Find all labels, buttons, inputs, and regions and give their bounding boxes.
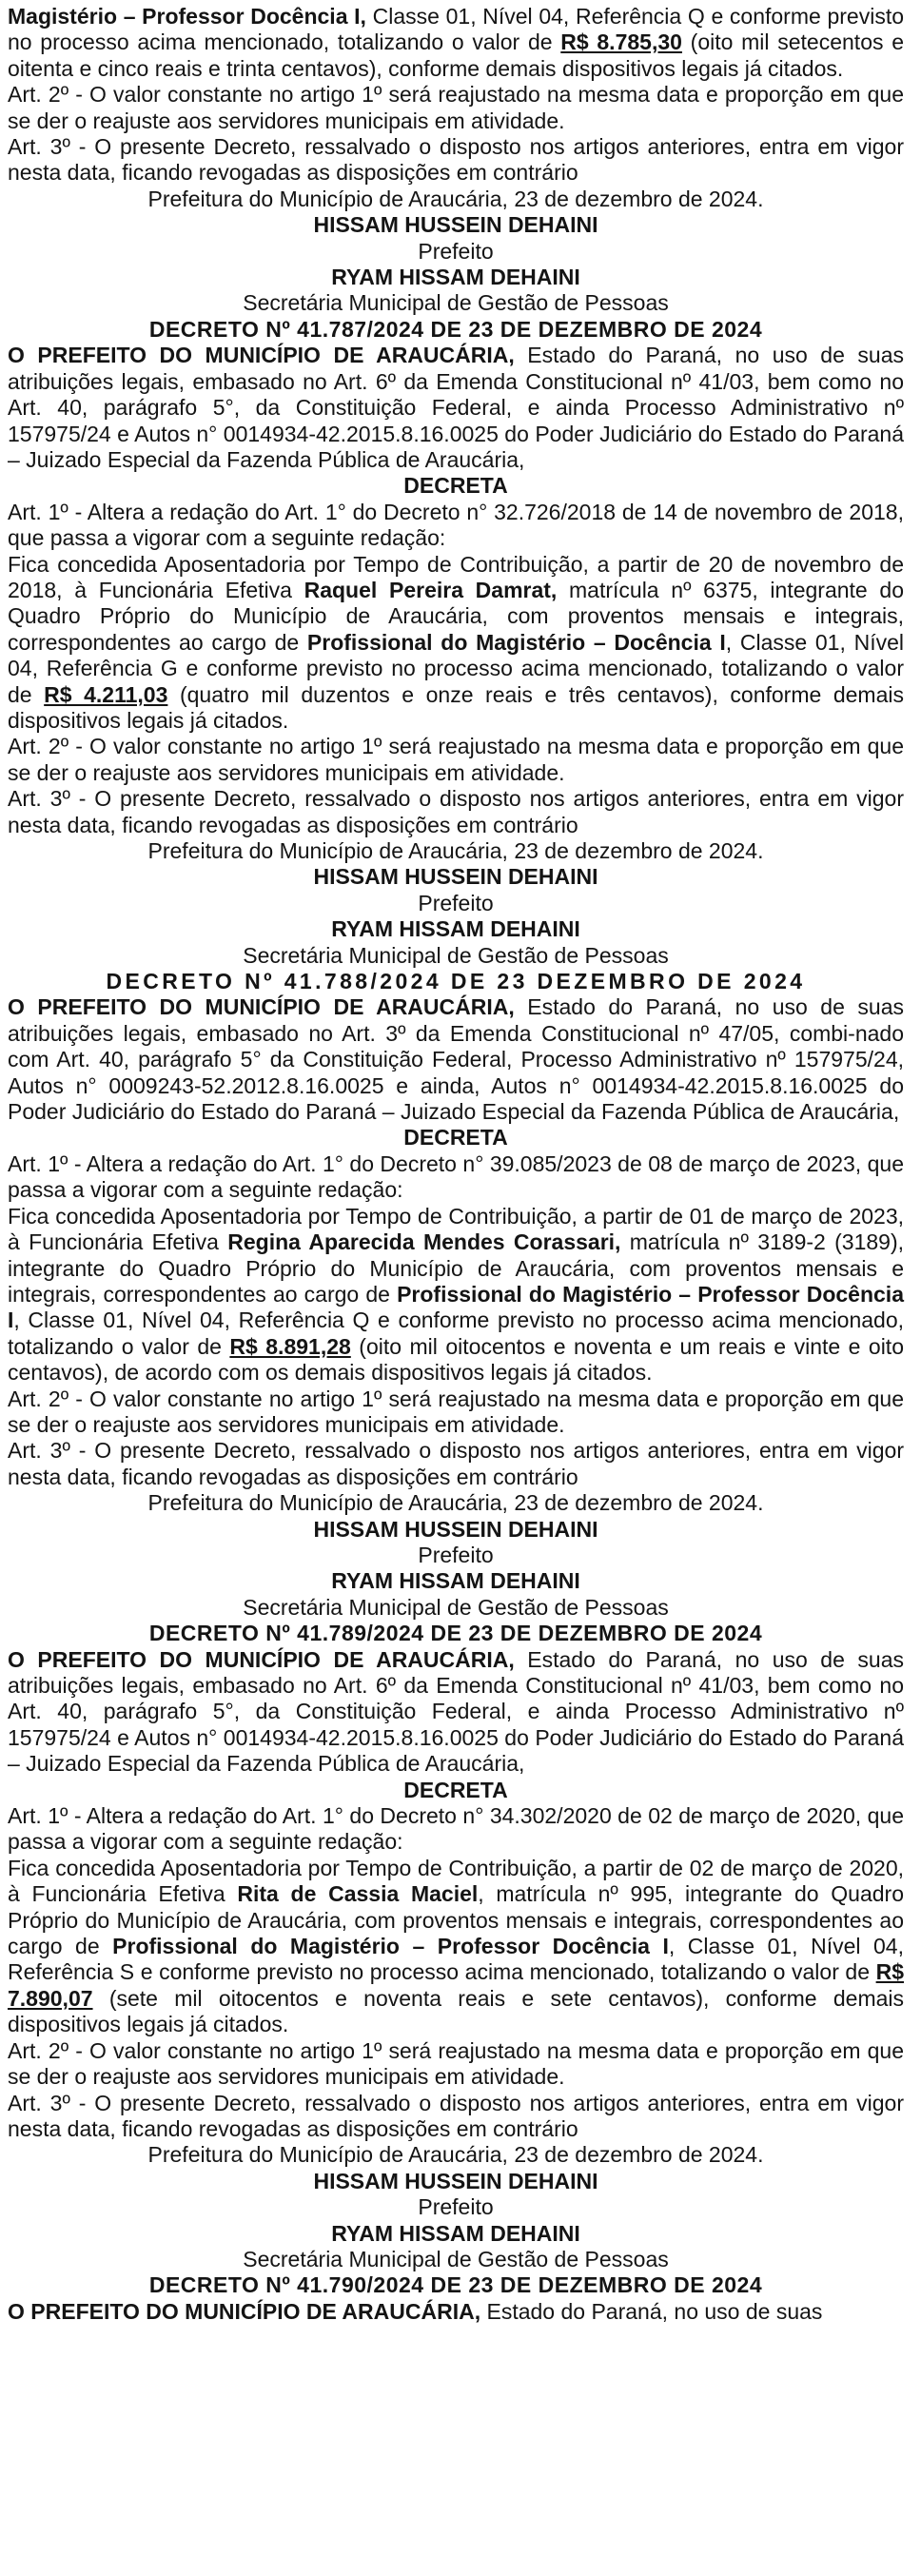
article-2: Art. 2º - O valor constante no artigo 1º será reajustado na mesma data e proporção em que se der o reajuste aos servidores municipais em atividade. — [8, 82, 904, 133]
article-1: Art. 1º - Altera a redação do Art. 1° do Decreto n° 39.085/2023 de 08 de março de 2023, que passa a vigorar com a seguinte redação: — [8, 1150, 904, 1203]
decree-preamble: O PREFEITO DO MUNICÍPIO DE ARAUCÁRIA, Estado do Paraná, no uso de suas — [8, 2298, 823, 2324]
decreta-heading: DECRETA — [403, 473, 508, 499]
decree-41790 — [8, 2272, 904, 2325]
decreta-heading: DECRETA — [403, 1125, 508, 1150]
place-date: Prefeitura do Município de Araucária, 23 de dezembro de 2024. — [147, 1490, 764, 1516]
body-text: (oito mil setecentos e oitenta e cinco reais e trinta centavos), conforme demais dispositivos legais já citados. — [8, 29, 904, 81]
employee-name: Raquel Pereira Damrat, — [304, 577, 558, 602]
secretary-name: RYAM HISSAM DEHAINI — [331, 1568, 580, 1594]
employee-name: Regina Aparecida Mendes Corassari, — [227, 1229, 621, 1255]
mayor-title: Prefeito — [418, 238, 494, 264]
article-3: Art. 3º - O presente Decreto, ressalvado o disposto nos artigos anteriores, entra em vigor nesta data, ficando revogadas as disposições em contrário — [8, 134, 904, 186]
article-1: Art. 1º - Altera a redação do Art. 1° do Decreto n° 32.726/2018 de 14 de novembro de 2018, que passa a vigorar com a seguinte redação: — [8, 499, 904, 551]
decree-title: DECRETO Nº 41.788/2024 DE 23 DEZEMBRO DE 2024 — [106, 969, 806, 994]
mayor-name: HISSAM HUSSEIN DEHAINI — [313, 212, 598, 238]
article-2: Art. 2º - O valor constante no artigo 1º será reajustado na mesma data e proporção em que se der o reajuste aos servidores municipais em atividade. — [8, 1386, 904, 1437]
article-2: Art. 2º - O valor constante no artigo 1º será reajustado na mesma data e proporção em que se der o reajuste aos servidores municipais em atividade. — [8, 2037, 904, 2090]
secretary-name: RYAM HISSAM DEHAINI — [331, 2220, 580, 2246]
decree-body-paragraph — [8, 4, 904, 82]
mayor-title: Prefeito — [418, 890, 494, 915]
decree-continuation — [8, 4, 904, 317]
decree-title: DECRETO Nº 41.790/2024 DE 23 DE DEZEMBRO DE 2024 — [148, 2272, 763, 2298]
secretary-title: Secretária Municipal de Gestão de Pessoas — [243, 1594, 669, 1620]
article-2: Art. 2º - O valor constante no artigo 1º será reajustado na mesma data e proporção em que se der o reajuste aos servidores municipais em atividade. — [8, 734, 904, 785]
decree-preamble: O PREFEITO DO MUNICÍPIO DE ARAUCÁRIA, Estado do Paraná, no uso de suas atribuições legais, embasado no Art. 6º da Emenda Constitucional nº 41/03, bem como no Art. 40, parágrafo 5°, da Constituição Federal, e ainda Processo Administrativo nº 157975/24 e Autos n° 0014934-42.2015.8.16.0025 do Poder Judiciário do Estado do Paraná – Juizado Especial da Fazenda Pública de Araucária, — [8, 1646, 904, 1777]
role-text: Profissional do Magistério – Professor Docência I — [112, 1934, 669, 1959]
decree-preamble: O PREFEITO DO MUNICÍPIO DE ARAUCÁRIA, Estado do Paraná, no uso de suas atribuições legais, embasado no Art. 3º da Emenda Constitucional nº 47/05, combi-nado com Art. 40, parágrafo 5° da Constituição Federal, Processo Administrativo nº 157975/24, Autos n° 0009243-52.2012.8.16.0025 e ainda, Autos n° 0014934-42.2015.8.16.0025 do Poder Judiciário do Estado do Paraná – Juizado Especial da Fazenda Pública de Araucária, — [8, 994, 904, 1125]
decree-41789 — [8, 1621, 904, 2272]
place-date: Prefeitura do Município de Araucária, 23 de dezembro de 2024. — [147, 2142, 764, 2168]
decree-title: DECRETO Nº 41.789/2024 DE 23 DE DEZEMBRO DE 2024 — [148, 1621, 763, 1646]
secretary-title: Secretária Municipal de Gestão de Pessoas — [243, 2246, 669, 2271]
decree-body-paragraph: Fica concedida Aposentadoria por Tempo de Contribuição, a partir de 20 de novembro de 2018, à Funcionária Efetiva Raquel Pereira Damrat, matrícula nº 6375, integrante do Quadro Próprio do Município de Araucária, com proventos mensais e integrais, correspondentes ao cargo de Profissional do Magistério – Docência I, Classe 01, Nível 04, Referência G e conforme previsto no processo acima mencionado, totalizando o valor de R$ 4.211,03 (quatro mil duzentos e onze reais e três centavos), conforme demais dispositivos legais já citados. — [8, 551, 904, 733]
decree-title: DECRETO Nº 41.787/2024 DE 23 DE DEZEMBRO DE 2024 — [148, 316, 763, 342]
role-text: Profissional do Magistério – Professor Docência I — [8, 1281, 904, 1333]
pension-value: R$ 8.785,30 — [560, 29, 682, 55]
secretary-title: Secretária Municipal de Gestão de Pessoas — [243, 942, 669, 968]
pension-value: R$ 4.211,03 — [44, 681, 168, 707]
place-date: Prefeitura do Município de Araucária, 23 de dezembro de 2024. — [147, 186, 764, 211]
decreta-heading: DECRETA — [403, 1777, 508, 1802]
employee-name: Rita de Cassia Maciel — [237, 1881, 479, 1907]
secretary-name: RYAM HISSAM DEHAINI — [331, 265, 580, 290]
mayor-name: HISSAM HUSSEIN DEHAINI — [313, 1516, 598, 1542]
secretary-name: RYAM HISSAM DEHAINI — [331, 916, 580, 942]
pension-value: R$ 7.890,07 — [8, 1959, 904, 2011]
article-3: Art. 3º - O presente Decreto, ressalvado o disposto nos artigos anteriores, entra em vigor nesta data, ficando revogadas as disposições em contrário — [8, 2090, 904, 2141]
role-text: Magistério – Professor Docência I, — [8, 4, 366, 29]
body-text: Classe 01, Nível 04, Referência Q e conforme previsto no processo acima mencionado, totalizando o valor de — [8, 4, 905, 55]
decree-preamble: O PREFEITO DO MUNICÍPIO DE ARAUCÁRIA, Estado do Paraná, no uso de suas atribuições legais, embasado no Art. 6º da Emenda Constitucional nº 41/03, bem como no Art. 40, parágrafo 5°, da Constituição Federal, e ainda Processo Administrativo nº 157975/24 e Autos n° 0014934-42.2015.8.16.0025 do Poder Judiciário do Estado do Paraná – Juizado Especial da Fazenda Pública de Araucária, — [8, 343, 904, 472]
article-1: Art. 1º - Altera a redação do Art. 1° do Decreto n° 34.302/2020 de 02 de março de 2020, que passa a vigorar com a seguinte redação: — [8, 1803, 904, 1855]
secretary-title: Secretária Municipal de Gestão de Pessoas — [243, 290, 669, 316]
place-date: Prefeitura do Município de Araucária, 23 de dezembro de 2024. — [147, 838, 764, 863]
decree-body-paragraph: Fica concedida Aposentadoria por Tempo de Contribuição, a partir de 01 de março de 2023, à Funcionária Efetiva Regina Aparecida Mendes Corassari, matrícula nº 3189-2 (3189), integrante do Quadro Próprio do Município de Araucária, com proventos mensais e integrais, correspondentes ao cargo de Profissional do Magistério – Professor Docência I, Classe 01, Nível 04, Referência Q e conforme previsto no processo acima mencionado, totalizando o valor de R$ 8.891,28 (oito mil oitocentos e noventa e um reais e vinte e oito centavos), de acordo com os demais dispositivos legais já citados. — [8, 1203, 905, 1386]
pension-value: R$ 8.891,28 — [229, 1333, 351, 1359]
decree-41787 — [8, 317, 904, 969]
mayor-name: HISSAM HUSSEIN DEHAINI — [313, 2168, 598, 2193]
decree-41788 — [8, 969, 904, 1621]
article-3: Art. 3º - O presente Decreto, ressalvado o disposto nos artigos anteriores, entra em vigor nesta data, ficando revogadas as disposições em contrário — [8, 1438, 904, 1489]
mayor-title: Prefeito — [418, 2194, 494, 2220]
article-3: Art. 3º - O presente Decreto, ressalvado o disposto nos artigos anteriores, entra em vigor nesta data, ficando revogadas as disposições em contrário — [8, 786, 904, 837]
mayor-title: Prefeito — [418, 1542, 494, 1567]
role-text: Profissional do Magistério – Docência I — [306, 629, 726, 655]
mayor-name: HISSAM HUSSEIN DEHAINI — [313, 864, 598, 890]
decree-body-paragraph: Fica concedida Aposentadoria por Tempo de Contribuição, a partir de 02 de março de 2020, à Funcionária Efetiva Rita de Cassia Maciel, matrícula nº 995, integrante do Quadro Próprio do Município de Araucária, com proventos mensais e integrais, correspondentes ao cargo de Profissional do Magistério – Professor Docência I, Classe 01, Nível 04, Referência S e conforme previsto no processo acima mencionado, totalizando o valor de R$ 7.890,07 (sete mil oitocentos e noventa reais e sete centavos), conforme demais dispositivos legais já citados. — [8, 1855, 904, 2037]
